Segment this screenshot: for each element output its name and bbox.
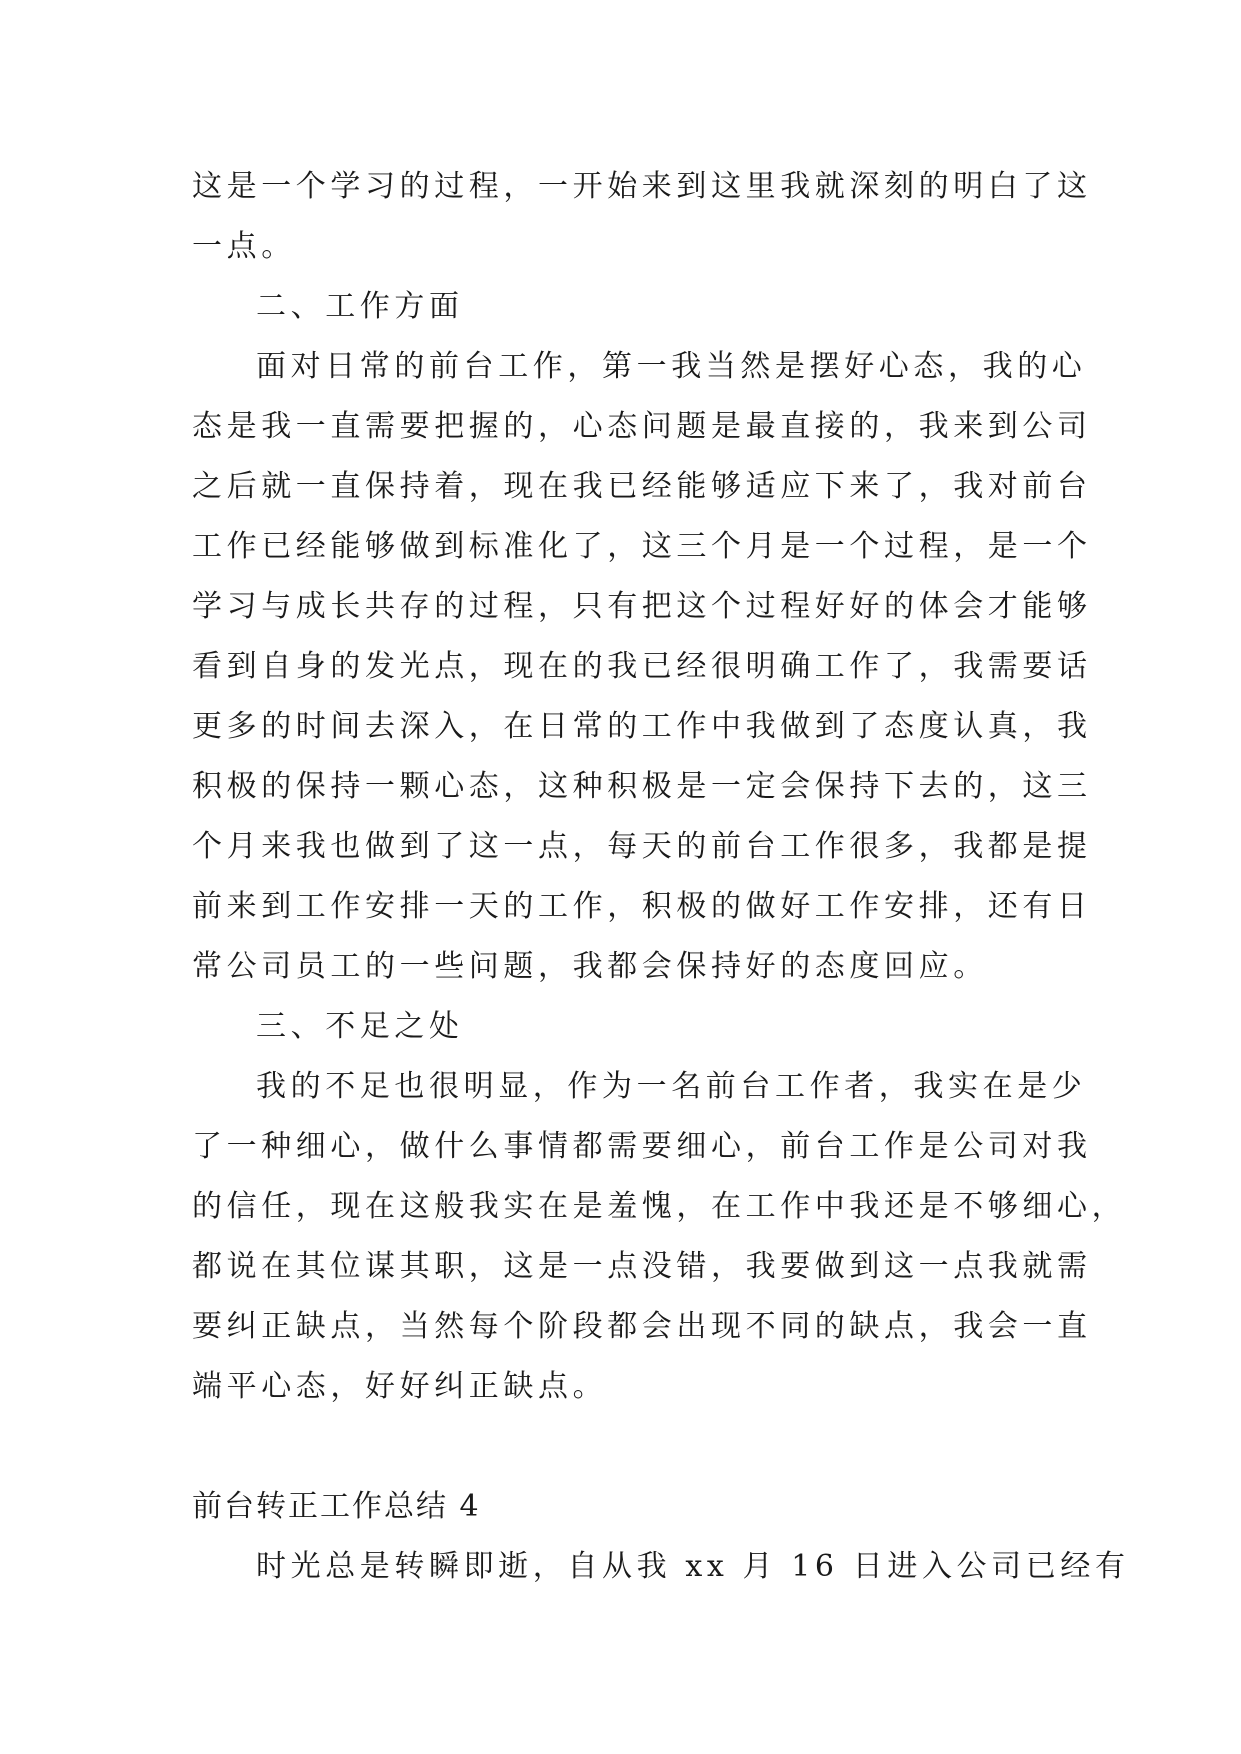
paragraph-line: 常公司员工的一些问题，我都会保持好的态度回应。 bbox=[192, 949, 988, 984]
paragraph-line: 面对日常的前台工作，第一我当然是摆好心态，我的心 bbox=[256, 349, 1087, 384]
paragraph-line: 我的不足也很明显，作为一名前台工作者，我实在是少 bbox=[256, 1069, 1087, 1104]
paragraph-line: 要纠正缺点，当然每个阶段都会出现不同的缺点，我会一直 bbox=[192, 1309, 1092, 1344]
section-heading-shortcomings: 三、不足之处 bbox=[256, 1009, 464, 1044]
paragraph-line: 积极的保持一颗心态，这种积极是一定会保持下去的，这三 bbox=[192, 769, 1092, 804]
document-title: 前台转正工作总结 4 bbox=[192, 1489, 481, 1524]
paragraph-line: 了一种细心，做什么事情都需要细心，前台工作是公司对我 bbox=[192, 1129, 1092, 1164]
paragraph-line: 学习与成长共存的过程，只有把这个过程好好的体会才能够 bbox=[192, 589, 1092, 624]
paragraph-line: 这是一个学习的过程，一开始来到这里我就深刻的明白了这 bbox=[192, 169, 1092, 204]
paragraph-line: 的信任，现在这般我实在是羞愧，在工作中我还是不够细心， bbox=[192, 1189, 1127, 1224]
paragraph-line: 一点。 bbox=[192, 229, 296, 264]
paragraph-line: 态是我一直需要把握的，心态问题是最直接的，我来到公司 bbox=[192, 409, 1092, 444]
paragraph-line: 之后就一直保持着，现在我已经能够适应下来了，我对前台 bbox=[192, 469, 1092, 504]
paragraph-line: 端平心态，好好纠正缺点。 bbox=[192, 1369, 608, 1404]
paragraph-line: 个月来我也做到了这一点，每天的前台工作很多，我都是提 bbox=[192, 829, 1092, 864]
paragraph-line: 时光总是转瞬即逝，自从我 xx 月 16 日进入公司已经有 bbox=[256, 1549, 1130, 1584]
paragraph-line: 都说在其位谋其职，这是一点没错，我要做到这一点我就需 bbox=[192, 1249, 1092, 1284]
section-heading-work: 二、工作方面 bbox=[256, 289, 464, 324]
paragraph-line: 更多的时间去深入，在日常的工作中我做到了态度认真，我 bbox=[192, 709, 1092, 744]
paragraph-line: 前来到工作安排一天的工作，积极的做好工作安排，还有日 bbox=[192, 889, 1092, 924]
paragraph-line: 看到自身的发光点，现在的我已经很明确工作了，我需要话 bbox=[192, 649, 1092, 684]
paragraph-line: 工作已经能够做到标准化了，这三个月是一个过程，是一个 bbox=[192, 529, 1092, 564]
